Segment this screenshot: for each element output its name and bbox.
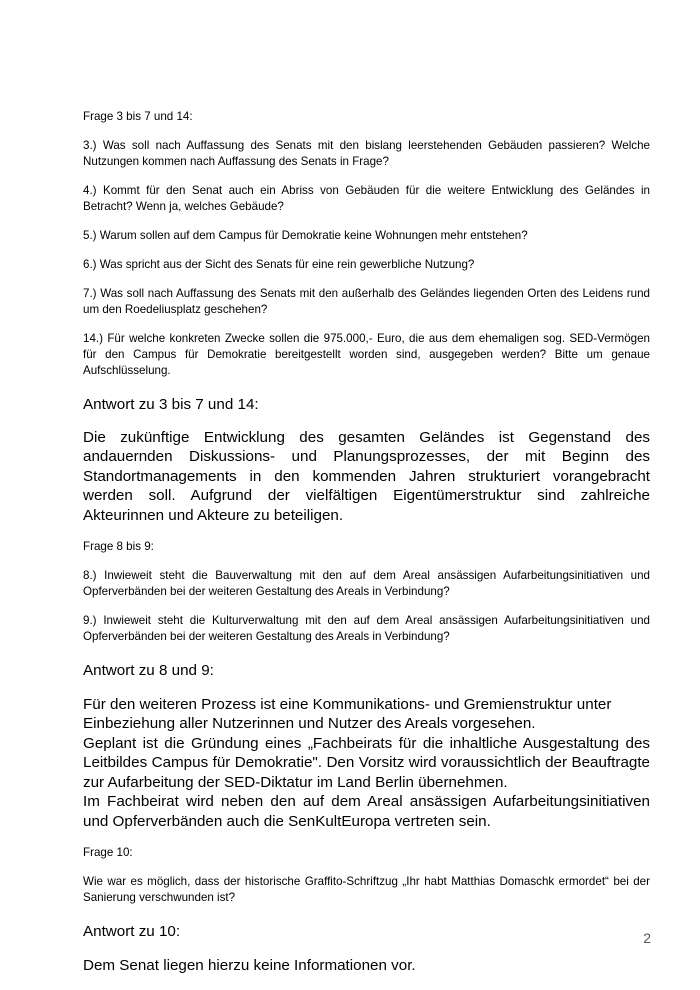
answer-text-10: Dem Senat liegen hierzu keine Informationen vor.: [83, 956, 416, 974]
question-10: Wie war es möglich, dass der historische Graffito-Schriftzug „Ihr habt Matthias Domaschk ermordet“ bei der Sanierung verschwunden ist?: [83, 875, 650, 904]
answer-8-9-paragraph-2: Geplant ist die Gründung eines „Fachbeirats für die inhaltliche Ausgestaltung des Leitbildes Campus für Demokratie". Den Vorsitz wird voraussichtlich der Beauftragte zur Aufarbeitung der SED-Diktatur im Land Berlin übernehmen.: [83, 734, 650, 791]
answer-heading-10: Antwort zu 10:: [83, 923, 181, 940]
question-heading-10: Frage 10:: [83, 846, 133, 859]
question-8: 8.) Inwieweit steht die Bauverwaltung mit den auf dem Areal ansässigen Aufarbeitungsinitiativen und Opferverbänden bei der weiteren Gestaltung des Areals in Verbindung?: [83, 569, 650, 598]
answer-heading-3-7-14: Antwort zu 3 bis 7 und 14:: [83, 396, 259, 413]
document-page: [83, 109, 650, 987]
question-14: 14.) Für welche konkreten Zwecke sollen die 975.000,- Euro, die aus dem ehemaligen sog. SED-Vermögen für den Campus für Demokratie bereitgestellt worden sind, ausgegeben werden? Bitte um genaue Aufschlüsselung.: [83, 332, 650, 377]
answer-heading-8-9: Antwort zu 8 und 9:: [83, 662, 214, 679]
question-9: 9.) Inwieweit steht die Kulturverwaltung mit den auf dem Areal ansässigen Aufarbeitungsinitiativen und Opferverbänden bei der weiteren Gestaltung des Areals in Verbindung?: [83, 614, 650, 643]
question-4: 4.) Kommt für den Senat auch ein Abriss von Gebäuden für die weitere Entwicklung des Geländes in Betracht? Wenn ja, welches Gebäude?: [83, 184, 650, 213]
question-7: 7.) Was soll nach Auffassung des Senats mit den außerhalb des Geländes liegenden Orten des Leidens rund um den Roedeliusplatz geschehen?: [83, 287, 650, 316]
question-5: 5.) Warum sollen auf dem Campus für Demokratie keine Wohnungen mehr entstehen?: [83, 229, 528, 242]
answer-8-9-paragraph-3: Im Fachbeirat wird neben den auf dem Areal ansässigen Aufarbeitungsinitiativen und Opferverbänden auch die SenKultEuropa vertreten sein.: [83, 793, 650, 830]
answer-text-8-9: [83, 695, 650, 832]
answer-text-3-7-14: Die zukünftige Entwicklung des gesamten Geländes ist Gegenstand des andauernden Diskussions- und Planungsprozesses, der mit Beginn des Standortmanagements in den kommenden Jahren strukturiert vorangebracht werden soll. Aufgrund der vielfältigen Eigentümerstruktur sind zahlreiche Akteurinnen und Akteure zu beteiligen.: [83, 428, 650, 524]
question-3: 3.) Was soll nach Auffassung des Senats mit den bislang leerstehenden Gebäuden passieren? Welche Nutzungen kommen nach Auffassung des Senats in Frage?: [83, 139, 650, 168]
answer-8-9-line-2: Einbeziehung aller Nutzerinnen und Nutzer des Areals vorgesehen.: [83, 715, 536, 732]
answer-8-9-line-1: Für den weiteren Prozess ist eine Kommunikations- und Gremienstruktur unter: [83, 695, 612, 713]
question-6: 6.) Was spricht aus der Sicht des Senats für eine rein gewerbliche Nutzung?: [83, 258, 475, 271]
question-heading-8-9: Frage 8 bis 9:: [83, 540, 154, 553]
page-number: 2: [643, 930, 651, 946]
question-heading-3-7-14: Frage 3 bis 7 und 14:: [83, 110, 193, 123]
